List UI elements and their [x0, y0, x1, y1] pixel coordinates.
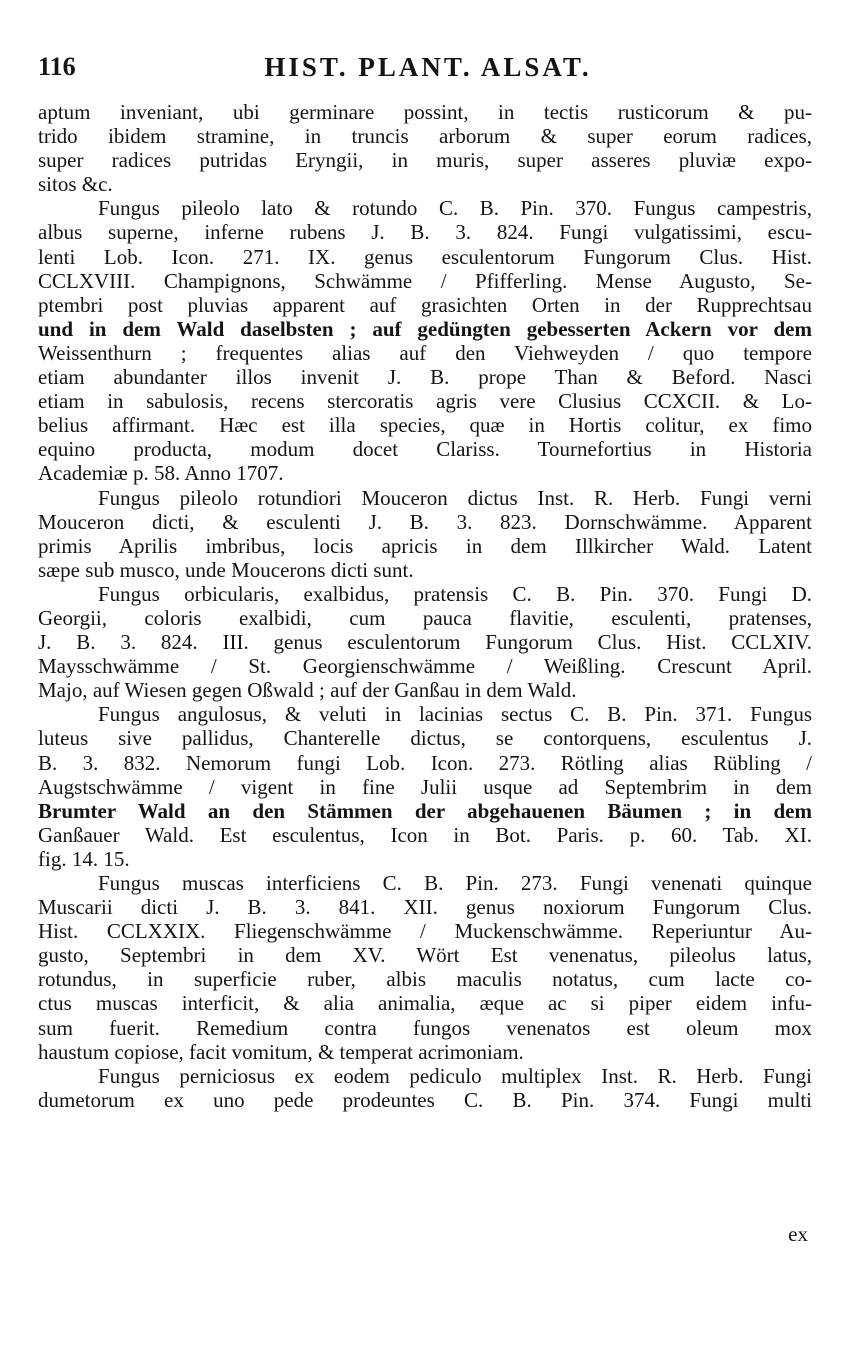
- text-line: B. 3. 832. Nemorum fungi Lob. Icon. 273. Rötling alias Rübling /: [38, 750, 812, 775]
- text-line: sitos &c.: [38, 172, 113, 197]
- text-line: Maysschwämme / St. Georgienschwämme / Weißling. Crescunt April.: [38, 654, 812, 679]
- text-body: [38, 100, 812, 1112]
- text-line: trido ibidem stramine, in truncis arborum & super eorum radices,: [38, 124, 812, 149]
- text-line: fig. 14. 15.: [38, 846, 130, 871]
- text-line: gusto, Septembri in dem XV. Wört Est venenatus, pileolus latus,: [38, 943, 812, 968]
- text-line: rotundus, in superficie ruber, albis maculis notatus, cum lacte co-: [38, 967, 812, 992]
- text-line: primis Aprilis imbribus, locis apricis in dem Illkircher Wald. Latent: [38, 533, 812, 558]
- text-line: Weissenthurn ; frequentes alias auf den Viehweyden / quo tempore: [38, 340, 812, 365]
- text-line: Hist. CCLXXIX. Fliegenschwämme / Muckenschwämme. Reperiuntur Au-: [38, 919, 812, 944]
- text-line: Majo, auf Wiesen gegen Oßwald ; auf der Ganßau in dem Wald.: [38, 678, 577, 703]
- text-line: J. B. 3. 824. III. genus esculentorum Fungorum Clus. Hist. CCLXIV.: [38, 630, 812, 655]
- text-line: Muscarii dicti J. B. 3. 841. XII. genus noxiorum Fungorum Clus.: [38, 895, 812, 920]
- text-line: Academiæ p. 58. Anno 1707.: [38, 461, 284, 486]
- text-line: ptembri post pluvias apparent auf grasichten Orten in der Rupprechtsau: [38, 292, 812, 317]
- text-line: Brumter Wald an den Stämmen der abgehauenen Bäumen ; in dem: [38, 798, 812, 823]
- text-line: Mouceron dicti, & esculenti J. B. 3. 823. Dornschwämme. Apparent: [38, 509, 812, 534]
- entry-heading-line: Fungus angulosus, & veluti in lacinias sectus C. B. Pin. 371. Fungus: [98, 702, 812, 727]
- text-line: sum fuerit. Remedium contra fungos venenatos est oleum mox: [38, 1015, 812, 1040]
- entry-heading-line: Fungus orbicularis, exalbidus, pratensis C. B. Pin. 370. Fungi D.: [98, 581, 812, 606]
- catchword: ex: [788, 1222, 808, 1246]
- text-line: super radices putridas Eryngii, in muris, super asseres pluviæ expo-: [38, 148, 812, 173]
- page-header: [38, 52, 818, 92]
- text-line: sæpe sub musco, unde Moucerons dicti sunt.: [38, 557, 414, 582]
- entry-heading-line: Fungus muscas interficiens C. B. Pin. 273. Fungi venenati quinque: [98, 871, 812, 895]
- text-line: etiam abundanter illos invenit J. B. prope Than & Beford. Nasci: [38, 365, 812, 390]
- text-line: etiam in sabulosis, recens stercoratis agris vere Clusius CCXCII. & Lo-: [38, 389, 812, 414]
- text-line: Georgii, coloris exalbidi, cum pauca flavitie, esculenti, pratenses,: [38, 605, 812, 630]
- text-line: equino producta, modum docet Clariss. Tournefortius in Historia: [38, 437, 812, 462]
- entry-heading-line: Fungus perniciosus ex eodem pediculo multiplex Inst. R. Herb. Fungi: [98, 1063, 812, 1088]
- text-line: albus superne, inferne rubens J. B. 3. 824. Fungi vulgatissimi, escu-: [38, 220, 812, 245]
- text-line: und in dem Wald daselbsten ; auf gedüngten gebesserten Ackern vor dem: [38, 316, 812, 341]
- entry-heading-line: Fungus pileolo rotundiori Mouceron dictus Inst. R. Herb. Fungi verni: [98, 485, 812, 510]
- text-line: luteus sive pallidus, Chanterelle dictus, se contorquens, esculentus J.: [38, 726, 812, 751]
- entry-heading-line: Fungus pileolo lato & rotundo C. B. Pin. 370. Fungus campestris,: [98, 196, 812, 221]
- text-line: lenti Lob. Icon. 271. IX. genus esculentorum Fungorum Clus. Hist.: [38, 244, 812, 269]
- text-line: haustum copiose, facit vomitum, & temperat acrimoniam.: [38, 1039, 524, 1064]
- running-title: HIST. PLANT. ALSAT.: [264, 52, 592, 82]
- text-line: dumetorum ex uno pede prodeuntes C. B. Pin. 374. Fungi multi: [38, 1087, 812, 1112]
- page-number: 116: [38, 52, 76, 81]
- text-line: Augstschwämme / vigent in fine Julii usque ad Septembrim in dem: [38, 774, 812, 799]
- text-line: aptum inveniant, ubi germinare possint, in tectis rusticorum & pu-: [38, 100, 812, 124]
- text-line: Ganßauer Wald. Est esculentus, Icon in Bot. Paris. p. 60. Tab. XI.: [38, 822, 812, 847]
- text-line: CCLXVIII. Champignons, Schwämme / Pfifferling. Mense Augusto, Se-: [38, 268, 812, 293]
- text-line: ctus muscas interficit, & alia animalia, æque ac si piper eidem infu-: [38, 991, 812, 1016]
- text-line: belius affirmant. Hæc est illa species, quæ in Hortis colitur, ex fimo: [38, 413, 812, 438]
